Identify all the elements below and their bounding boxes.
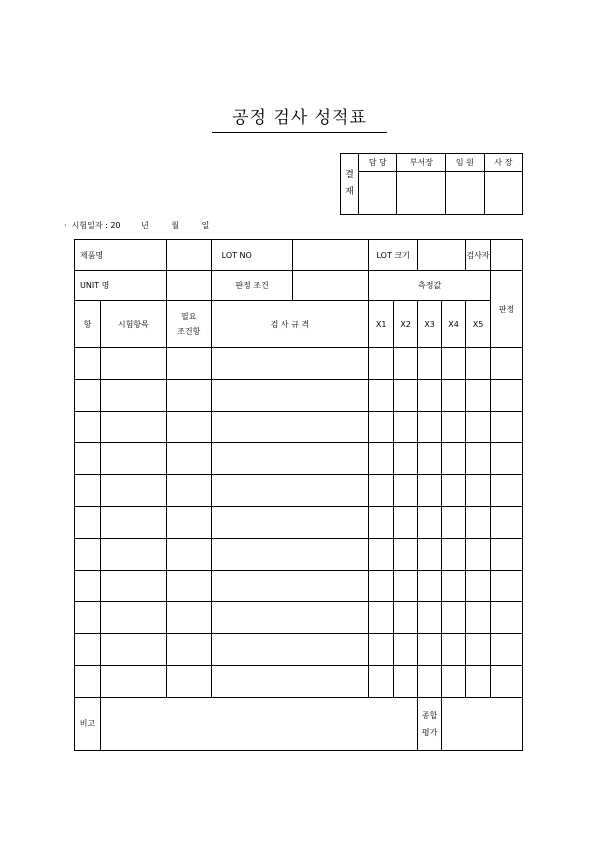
x1-cell[interactable]: [369, 411, 394, 443]
x5-header: X5: [466, 301, 491, 348]
inspection-spec-cell[interactable]: [211, 443, 369, 475]
required-condition-cell[interactable]: [166, 506, 211, 538]
x2-header: X2: [394, 301, 418, 348]
inspection-spec-cell[interactable]: [211, 475, 369, 507]
test-item-cell[interactable]: [100, 411, 166, 443]
month-unit: 월: [171, 221, 180, 230]
x1-header: X1: [369, 301, 394, 348]
judgment-header: 판정: [490, 271, 522, 348]
overall-eval-label: 종합 평가: [418, 697, 442, 750]
sign-field[interactable]: [446, 172, 484, 215]
approval-label: 결 재: [341, 154, 359, 215]
x4-cell[interactable]: [442, 411, 466, 443]
required-condition-cell[interactable]: [166, 411, 211, 443]
x3-cell[interactable]: [418, 475, 442, 507]
x2-cell[interactable]: [394, 538, 418, 570]
measured-value-label: 측정값: [369, 271, 491, 301]
remarks-label: 비고: [75, 697, 101, 750]
x5-cell[interactable]: [466, 443, 491, 475]
test-item-cell[interactable]: [100, 665, 166, 697]
inspection-spec-cell[interactable]: [211, 570, 369, 602]
table-row: [75, 602, 523, 634]
item-no-cell[interactable]: [75, 348, 101, 380]
inspection-spec-cell[interactable]: [211, 379, 369, 411]
x4-cell[interactable]: [442, 570, 466, 602]
x2-cell[interactable]: [394, 475, 418, 507]
judgment-cell[interactable]: [490, 411, 522, 443]
x2-cell[interactable]: [394, 443, 418, 475]
x5-cell[interactable]: [466, 634, 491, 666]
judgment-condition-label: 판정 조건: [211, 271, 293, 301]
required-condition-cell[interactable]: [166, 443, 211, 475]
x3-cell[interactable]: [418, 602, 442, 634]
test-date-line: [64, 220, 209, 231]
x1-cell[interactable]: [369, 475, 394, 507]
year-unit: 년: [141, 221, 149, 230]
x4-cell[interactable]: [442, 348, 466, 380]
inspection-spec-cell[interactable]: [211, 634, 369, 666]
x1-cell[interactable]: [369, 348, 394, 380]
approval-header: 사 장: [484, 154, 522, 172]
x3-cell[interactable]: [418, 538, 442, 570]
remarks-field[interactable]: [100, 697, 417, 750]
required-condition-cell[interactable]: [166, 348, 211, 380]
judgment-cell[interactable]: [490, 443, 522, 475]
x4-cell[interactable]: [442, 506, 466, 538]
test-item-cell[interactable]: [100, 634, 166, 666]
x2-cell[interactable]: [394, 665, 418, 697]
required-condition-cell[interactable]: [166, 665, 211, 697]
x5-cell[interactable]: [466, 538, 491, 570]
judgment-cell[interactable]: [490, 570, 522, 602]
x5-cell[interactable]: [466, 570, 491, 602]
x4-cell[interactable]: [442, 634, 466, 666]
item-no-cell[interactable]: [75, 634, 101, 666]
x4-cell[interactable]: [442, 379, 466, 411]
inspection-spec-cell[interactable]: [211, 348, 369, 380]
x3-cell[interactable]: [418, 443, 442, 475]
test-item-cell[interactable]: [100, 443, 166, 475]
x3-cell[interactable]: [418, 665, 442, 697]
day-unit: 일: [201, 221, 210, 230]
x5-cell[interactable]: [466, 411, 491, 443]
sign-field[interactable]: [484, 172, 522, 215]
product-name-label: 제품명: [75, 240, 167, 271]
table-row: [75, 538, 523, 570]
x4-cell[interactable]: [442, 602, 466, 634]
item-no-cell[interactable]: [75, 475, 101, 507]
x2-cell[interactable]: [394, 348, 418, 380]
page-title: 공정 검사 성적표: [212, 103, 387, 133]
lot-no-label: LOT NO: [211, 240, 293, 271]
unit-name-label: UNIT 명: [75, 271, 167, 301]
x2-cell[interactable]: [394, 506, 418, 538]
sign-field[interactable]: [397, 172, 446, 215]
required-condition-cell[interactable]: [166, 634, 211, 666]
required-condition-cell[interactable]: [166, 602, 211, 634]
judgment-cell[interactable]: [490, 538, 522, 570]
item-no-cell[interactable]: [75, 379, 101, 411]
test-item-cell[interactable]: [100, 379, 166, 411]
x4-cell[interactable]: [442, 538, 466, 570]
x4-cell[interactable]: [442, 665, 466, 697]
judgment-cell[interactable]: [490, 348, 522, 380]
judgment-cell[interactable]: [490, 475, 522, 507]
table-row: [75, 443, 523, 475]
test-item-cell[interactable]: [100, 348, 166, 380]
judgment-cell[interactable]: [490, 602, 522, 634]
required-condition-header: 필요 조건항: [166, 301, 211, 348]
x3-cell[interactable]: [418, 506, 442, 538]
judgment-cell[interactable]: [490, 634, 522, 666]
judgment-cell[interactable]: [490, 379, 522, 411]
x5-cell[interactable]: [466, 475, 491, 507]
test-item-cell[interactable]: [100, 570, 166, 602]
x1-cell[interactable]: [369, 443, 394, 475]
required-condition-cell[interactable]: [166, 475, 211, 507]
inspection-spec-cell[interactable]: [211, 665, 369, 697]
x1-cell[interactable]: [369, 538, 394, 570]
table-row: [75, 634, 523, 666]
x3-cell[interactable]: [418, 570, 442, 602]
table-row: [75, 348, 523, 380]
inspection-spec-header: 검 사 규 격: [211, 301, 369, 348]
x1-cell[interactable]: [369, 379, 394, 411]
x5-cell[interactable]: [466, 348, 491, 380]
overall-eval-field[interactable]: [442, 697, 523, 750]
x4-cell[interactable]: [442, 443, 466, 475]
inspection-spec-cell[interactable]: [211, 506, 369, 538]
approval-box: [340, 153, 523, 215]
item-no-cell[interactable]: [75, 411, 101, 443]
lot-no-field[interactable]: [293, 240, 369, 271]
x1-cell[interactable]: [369, 665, 394, 697]
x3-cell[interactable]: [418, 348, 442, 380]
x1-cell[interactable]: [369, 570, 394, 602]
x5-cell[interactable]: [466, 602, 491, 634]
inspection-spec-cell[interactable]: [211, 538, 369, 570]
test-item-cell[interactable]: [100, 538, 166, 570]
inspection-table: [74, 239, 523, 751]
x3-cell[interactable]: [418, 411, 442, 443]
x4-cell[interactable]: [442, 475, 466, 507]
x3-cell[interactable]: [418, 379, 442, 411]
inspection-spec-cell[interactable]: [211, 411, 369, 443]
judgment-cell[interactable]: [490, 506, 522, 538]
table-row: [75, 475, 523, 507]
x2-cell[interactable]: [394, 570, 418, 602]
item-no-cell[interactable]: [75, 570, 101, 602]
x2-cell[interactable]: [394, 634, 418, 666]
test-item-cell[interactable]: [100, 602, 166, 634]
inspector-field[interactable]: [490, 240, 522, 271]
x3-header: X3: [418, 301, 442, 348]
required-condition-cell[interactable]: [166, 538, 211, 570]
approval-header: 임 원: [446, 154, 484, 172]
test-date-label: 시험일자 : 20: [71, 221, 121, 230]
sign-field[interactable]: [359, 172, 397, 215]
x1-cell[interactable]: [369, 506, 394, 538]
item-no-cell[interactable]: [75, 443, 101, 475]
judgment-condition-field[interactable]: [293, 271, 369, 301]
inspector-label: 검사자: [466, 240, 491, 271]
table-row: [75, 570, 523, 602]
required-condition-cell[interactable]: [166, 379, 211, 411]
lot-size-label: LOT 크기: [369, 240, 418, 271]
table-row: [75, 379, 523, 411]
bullet: ·: [64, 221, 67, 230]
test-item-cell[interactable]: [100, 475, 166, 507]
x2-cell[interactable]: [394, 602, 418, 634]
judgment-cell[interactable]: [490, 665, 522, 697]
table-row: [75, 506, 523, 538]
table-row: [75, 665, 523, 697]
item-no-header: 항: [75, 301, 101, 348]
test-item-cell[interactable]: [100, 506, 166, 538]
item-no-cell[interactable]: [75, 538, 101, 570]
x5-cell[interactable]: [466, 379, 491, 411]
item-no-cell[interactable]: [75, 506, 101, 538]
test-item-header: 시험항목: [100, 301, 166, 348]
product-name-field[interactable]: [166, 240, 211, 271]
unit-name-field[interactable]: [166, 271, 211, 301]
approval-header: 담 당: [359, 154, 397, 172]
table-row: [75, 411, 523, 443]
item-no-cell[interactable]: [75, 665, 101, 697]
required-condition-cell[interactable]: [166, 570, 211, 602]
x1-cell[interactable]: [369, 634, 394, 666]
approval-header: 부서장: [397, 154, 446, 172]
x5-cell[interactable]: [466, 506, 491, 538]
x2-cell[interactable]: [394, 379, 418, 411]
x2-cell[interactable]: [394, 411, 418, 443]
x1-cell[interactable]: [369, 602, 394, 634]
item-no-cell[interactable]: [75, 602, 101, 634]
lot-size-field[interactable]: [418, 240, 466, 271]
x4-header: X4: [442, 301, 466, 348]
x5-cell[interactable]: [466, 665, 491, 697]
x3-cell[interactable]: [418, 634, 442, 666]
inspection-spec-cell[interactable]: [211, 602, 369, 634]
